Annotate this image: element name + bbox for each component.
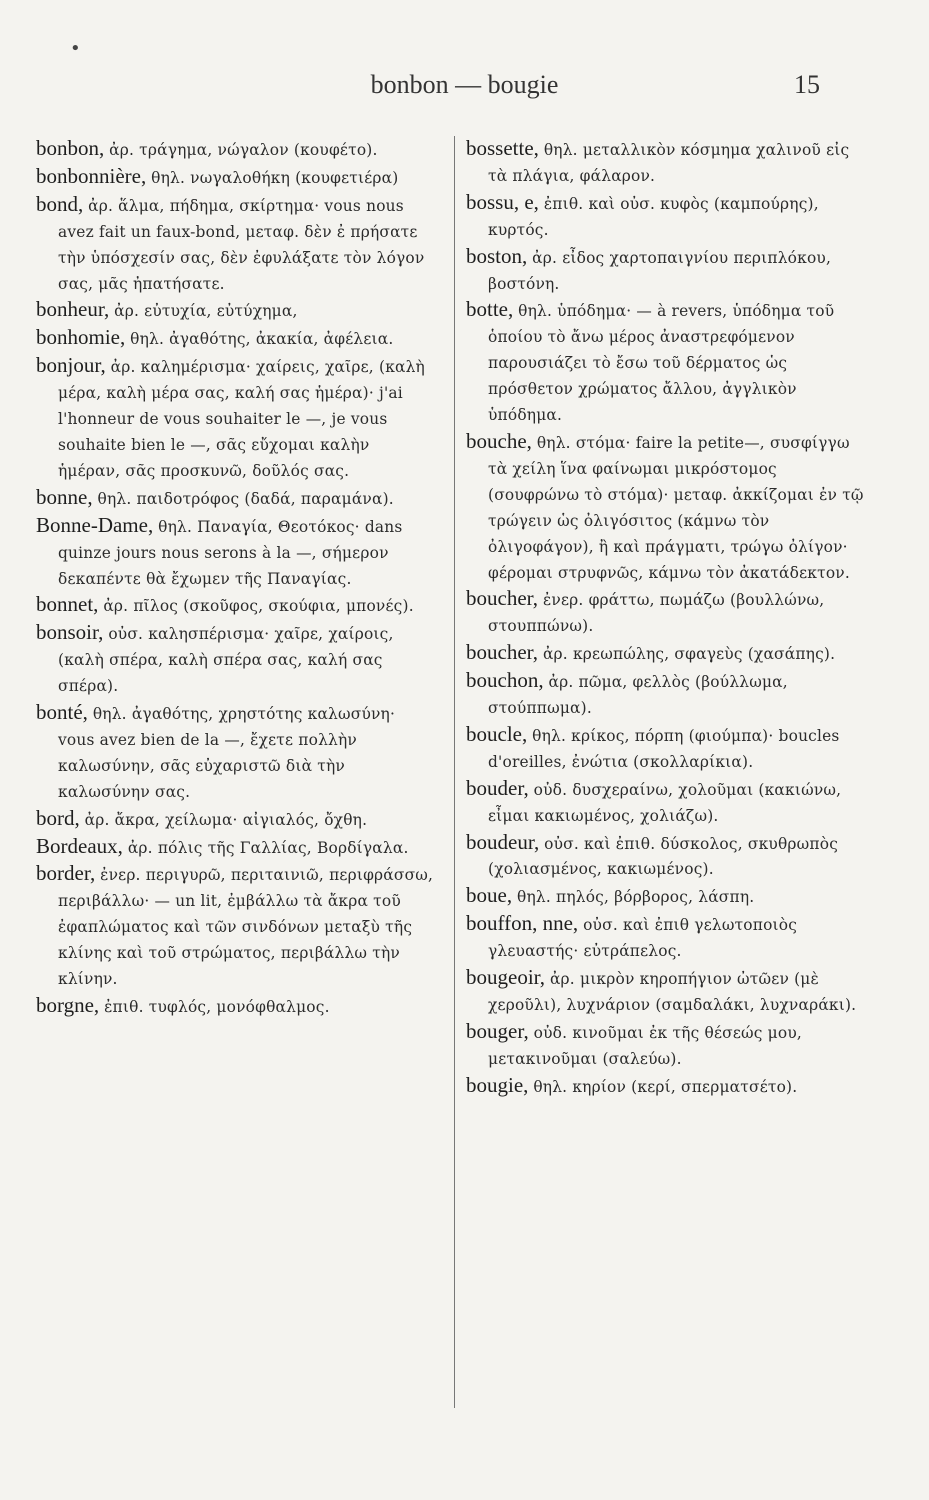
- entry-definition: θηλ. μεταλλικὸν κόσμημα χαλινοῦ εἰς τὰ πλάγια, φάλαρον.: [488, 141, 850, 185]
- page-number: 15: [794, 70, 820, 99]
- entry-definition: θηλ. κρίκος, πόρπη (φιούμπα)· boucles d'oreilles, ἐνώτια (σκολλαρίκια).: [488, 726, 840, 771]
- entry-headword: bonbon,: [36, 136, 105, 160]
- entry-headword: Bonne-Dame,: [36, 512, 154, 537]
- entry-headword: Bordeaux,: [36, 833, 123, 858]
- dictionary-entry: [466, 136, 864, 190]
- entry-headword: boucher,: [466, 586, 539, 611]
- dictionary-entry: [466, 883, 864, 911]
- dictionary-entry: [466, 911, 864, 965]
- entry-headword: boucle,: [466, 721, 528, 746]
- entry-definition: ἀρ. κρεωπώλης, σφαγεὺς (χασάπης).: [542, 645, 836, 664]
- entry-headword: bonjour,: [36, 353, 106, 378]
- entry-headword: bonne,: [36, 484, 93, 509]
- entry-definition: ἐνερ. φράττω, πωμάζω (βουλλώνω, στουππώνω).: [488, 591, 825, 636]
- dictionary-entry: [466, 1019, 864, 1073]
- dictionary-entry: [466, 965, 864, 1019]
- dictionary-entry: [466, 429, 864, 586]
- entry-definition: θηλ. παιδοτρόφος (δαδά, παραμάνα).: [97, 489, 394, 508]
- entry-headword: boston,: [466, 243, 528, 268]
- entry-headword: bonté,: [36, 700, 88, 725]
- entry-definition: ἀρ. τράγημα, νώγαλον (κουφέτο).: [109, 141, 378, 159]
- entry-definition: θηλ. ἀγαθότης, χρηστότης καλωσύνη· vous avez bien de la —, ἔχετε πολλὴν καλωσύνην, σᾶς εὐχαριστῶ διὰ τὴν καλωσύνην σας.: [58, 705, 396, 801]
- entry-definition: ἀρ. ἅλμα, πήδημα, σκίρτημα· vous nous avez fait un faux-bond, μεταφ. δὲν ἐ πρήσατε τὴν ὑπόσχεσίν σας, δὲν ἐφυλάξατε τὸν λόγον σας, μᾶς ἠπατήσατε.: [58, 196, 425, 293]
- dictionary-entry: [466, 244, 864, 298]
- entry-definition: θηλ. κηρίον (κερί, σπερματσέτο).: [533, 1077, 798, 1096]
- dictionary-entry: [466, 668, 864, 722]
- dictionary-entry: [36, 620, 434, 700]
- entry-headword: boudeur,: [466, 829, 540, 854]
- column-divider: [454, 136, 455, 1408]
- entry-headword: bord,: [36, 805, 80, 830]
- dictionary-entry: [466, 776, 864, 830]
- entry-headword: bossu, e,: [466, 189, 539, 214]
- dictionary-entry: [36, 993, 434, 1021]
- entry-headword: bouffon, nne,: [466, 911, 579, 936]
- entry-headword: borgne,: [36, 993, 100, 1017]
- print-speck: •: [70, 38, 81, 59]
- dictionary-entry: [466, 586, 864, 640]
- entry-definition: ἀρ. πόλις τῆς Γαλλίας, Βορδίγαλα.: [127, 838, 409, 857]
- entry-headword: bonhomie,: [36, 325, 126, 350]
- left-column: [36, 136, 434, 1021]
- entry-headword: bouche,: [466, 428, 532, 453]
- entry-headword: bossette,: [466, 136, 539, 160]
- entry-definition: ἀρ. ἄκρα, χείλωμα· αἰγιαλός, ὄχθη.: [84, 810, 368, 829]
- entry-headword: bouchon,: [466, 668, 544, 693]
- entry-headword: bougeoir,: [466, 965, 546, 990]
- entry-headword: border,: [36, 861, 96, 886]
- dictionary-entry: [36, 192, 434, 298]
- entry-definition: θηλ. πηλός, βόρβορος, λάσπη.: [516, 888, 755, 907]
- dictionary-entry: [36, 136, 434, 164]
- entry-headword: bouder,: [466, 775, 529, 800]
- entry-definition: ἀρ. εἶδος χαρτοπαιγνίου περιπλόκου, βοστόνη.: [488, 248, 832, 293]
- entry-headword: bonsoir,: [36, 620, 104, 645]
- entry-definition: θηλ. Παναγία, Θεοτόκος· dans quinze jours nous serons à la —, σήμερον δεκαπέντε θὰ ἔχωμεν τῆς Παναγίας.: [58, 517, 403, 588]
- dictionary-entry: [36, 164, 434, 192]
- entry-headword: bonnet,: [36, 592, 99, 617]
- dictionary-entry: [466, 297, 864, 429]
- entry-definition: ἀρ. καλημέρισμα· χαίρεις, χαῖρε, (καλὴ μέρα, καλὴ μέρα σας, καλή σας ἡμέρα)· j'ai l'honneur de vous souhaiter le —, je vous souhaite bien le —, σᾶς εὔχομαι καλὴν ἡμέραν, σᾶς προσκυνῶ, δοῦλός σας.: [58, 358, 425, 480]
- entry-definition: θηλ. νωγαλοθήκη (κουφετιέρα): [151, 168, 399, 187]
- dictionary-entry: [36, 485, 434, 513]
- entry-headword: bond,: [36, 191, 84, 216]
- entry-definition: οὐσ. καὶ ἐπιθ γελωτοποιὸς γλευαστής· εὐτράπελος.: [488, 916, 798, 961]
- entry-headword: bonheur,: [36, 297, 110, 322]
- dictionary-entry: [36, 353, 434, 485]
- dictionary-entry: [36, 325, 434, 353]
- dictionary-entry: [36, 861, 434, 993]
- dictionary-entry: [36, 700, 434, 806]
- dictionary-entry: [466, 190, 864, 244]
- entry-definition: θηλ. ἀγαθότης, ἀκακία, ἀφέλεια.: [130, 330, 394, 349]
- entry-headword: bougie,: [466, 1072, 529, 1097]
- right-column: [466, 136, 864, 1101]
- dictionary-entry: [36, 513, 434, 593]
- dictionary-entry: [36, 806, 434, 834]
- dictionary-entry: [466, 1073, 864, 1101]
- entry-definition: θηλ. στόμα· faire la petite—, συσφίγγω τὰ χείλη ἵνα φαίνωμαι μικρόστομος (σουφρώνω τὸ στόμα)· μεταφ. ἀκκίζομαι ἐν τῷ τρώγειν ὡς ὀλιγόσιτος (κάμνω τὸν ὀλιγοφάγον), ἢ καὶ πράγματι, τρώγω ὀλίγον· φέρομαι στρυφνῶς, κάμνω τὸν ἀκατάδεκτον.: [488, 433, 864, 582]
- entry-definition: ἀρ. εὐτυχία, εὐτύχημα,: [114, 302, 298, 321]
- entry-definition: οὐδ. δυσχεραίνω, χολοῦμαι (κακιώνω, εἶμαι κακιωμένος, χολιάζω).: [488, 780, 842, 825]
- entry-definition: ἐπιθ. τυφλός, μονόφθαλμος.: [104, 998, 330, 1016]
- entry-definition: ἀρ. πῖλος (σκοῦφος, σκούφια, μπονές).: [103, 597, 414, 616]
- dictionary-entry: [466, 830, 864, 884]
- entry-headword: bonbonnière,: [36, 163, 147, 188]
- entry-headword: botte,: [466, 297, 514, 322]
- dictionary-entry: [466, 722, 864, 776]
- entry-headword: boucher,: [466, 640, 539, 665]
- dictionary-entry: [36, 592, 434, 620]
- entry-definition: ἀρ. μικρὸν κηροπήγιον ὠτῶεν (μὲ χεροῦλι), λυχνάριον (σαμδαλάκι, λυχναράκι).: [488, 970, 857, 1014]
- entry-definition: οὐσ. καλησπέρισμα· χαῖρε, χαίροις, (καλὴ σπέρα, καλὴ σπέρα σας, καλή σας σπέρα).: [58, 625, 394, 696]
- entry-definition: οὐσ. καὶ ἐπιθ. δύσκολος, σκυθρωπὸς (χολιασμένος, κακιωμένος).: [488, 834, 839, 879]
- entry-headword: boue,: [466, 883, 513, 908]
- entry-headword: bouger,: [466, 1018, 529, 1043]
- dictionary-entry: [36, 297, 434, 325]
- dictionary-entry: [36, 834, 434, 862]
- running-head: bonbon — bougie: [370, 70, 559, 99]
- entry-definition: ἐνερ. περιγυρῶ, περιταινιῶ, περιφράσσω, περιβάλλω· — un lit, ἐμβάλλω τὰ ἄκρα τοῦ ἐφαπλώματος καὶ τῶν σινδόνων μεταξὺ τῆς κλίνης καὶ τοῦ στρώματος, περιβάλλω τὴν κλίνην.: [58, 866, 434, 989]
- entry-definition: ἀρ. πῶμα, φελλὸς (βούλλωμα, στούππωμα).: [488, 673, 788, 718]
- entry-definition: ἐπιθ. καὶ οὐσ. κυφὸς (καμπούρης), κυρτός.: [488, 194, 819, 239]
- dictionary-entry: [466, 640, 864, 668]
- entry-definition: οὐδ. κινοῦμαι ἐκ τῆς θέσεώς μου, μετακινοῦμαι (σαλεύω).: [488, 1023, 802, 1068]
- entry-definition: θηλ. ὑπόδημα· — à revers, ὑπόδημα τοῦ ὁποίου τὸ ἄνω μέρος ἀναστρεφόμενον παρουσιάζει τὸ ἔσω τοῦ δέρματος ὡς πρόσθετον χρώματος ἄλλου, ἀγγλικὸν ὑπόδημα.: [488, 302, 835, 425]
